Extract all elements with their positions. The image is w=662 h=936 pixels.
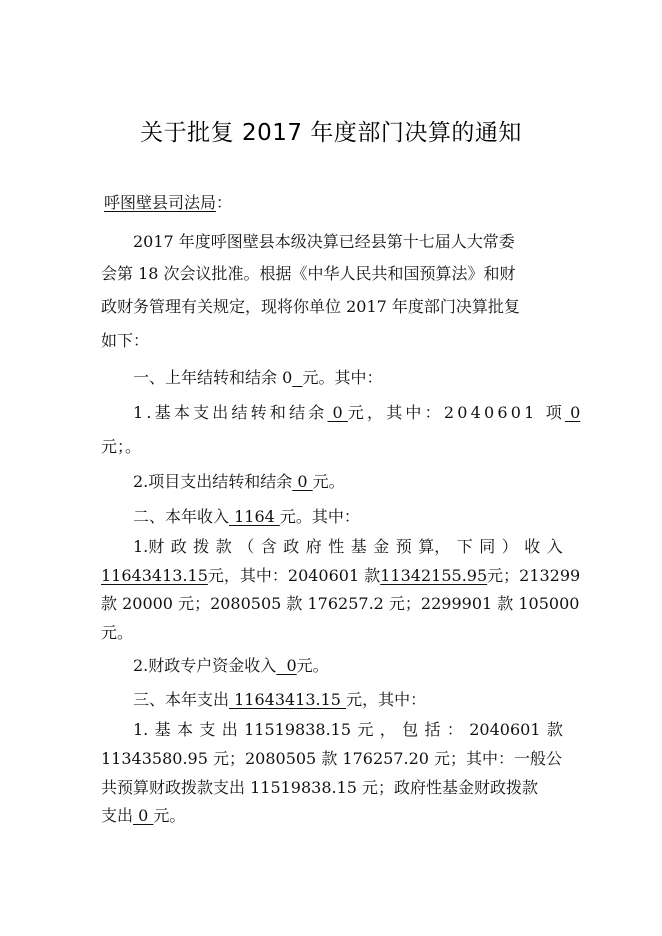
section-3-1-word: 本 (177, 720, 194, 739)
section-3-1-line-4 (101, 806, 563, 826)
section-2-1-line-2 (101, 566, 581, 586)
section-2-1-word: 算， (418, 537, 451, 556)
section-2-1-value-2040601: 11342155.95 (380, 566, 488, 585)
section-1-heading (133, 368, 563, 388)
section-2-1-word: 府 (305, 537, 322, 556)
section-2-1-word: 性 (328, 537, 345, 556)
section-1-1-value-1: 0 (327, 403, 348, 422)
section-3-1-word: 元 (357, 720, 374, 739)
section-2-tail: 元。其中： (279, 507, 360, 526)
section-2-1-word: ） (501, 537, 518, 556)
section-3-1-word: 出 (221, 720, 238, 739)
section-2-2-pre: 2.财政专户资金收入 (133, 656, 277, 675)
section-2-1-word: 基 (350, 537, 367, 556)
section-2-1-word: 政 (170, 537, 187, 556)
document-title: 关于批复 2017 年度部门决算的通知 (140, 120, 522, 146)
intro-line-3: 政财务管理有关规定，现将你单位 2017 年度部门决算批复 (101, 297, 520, 316)
section-2-value: 1164 (229, 507, 280, 526)
section-2-1-word: 入 (546, 537, 563, 556)
section-2-1-word: 同 (479, 537, 496, 556)
section-3-1-line-3: 共预算财政拨款支出 11519838.15 元；政府性基金财政拨款 (101, 778, 539, 797)
addressee-line (104, 193, 566, 213)
section-3-1-word: 括 (424, 720, 441, 739)
intro-line-1: 2017 年度呼图壁县本级决算已经县第十七届人大常委 (133, 232, 515, 251)
section-1-1-mid: 元，其中：2040601 项 (347, 403, 565, 422)
section-2-1-mid: 元，其中：2040601 款 (207, 566, 381, 585)
section-2-2-tail: 元。 (296, 656, 329, 675)
section-2-1-line-1 (133, 537, 563, 557)
section-2-1-word: 1.财 (133, 537, 165, 556)
section-2-1-word: 下 (456, 537, 473, 556)
section-3-pre: 三、本年支出 (133, 690, 230, 709)
section-2-2-line (133, 656, 563, 676)
section-3-1-word: 1. (133, 720, 149, 739)
section-3-heading (133, 690, 563, 710)
section-2-1-line-4: 元。 (101, 623, 134, 642)
section-2-1-tail: 元；213299 (487, 566, 581, 585)
section-2-1-word: 拨 (193, 537, 210, 556)
section-2-1-word: 含 (260, 537, 277, 556)
section-3-value: 11643413.15 (229, 690, 347, 709)
section-2-pre: 二、本年收入 (133, 507, 230, 526)
section-2-1-word: 政 (283, 537, 300, 556)
section-2-1-line-3: 款 20000 元；2080505 款 176257.2 元；2299901 款 105000 (101, 594, 580, 613)
section-3-1-word: ， (379, 720, 396, 739)
section-1-2-tail: 元。 (312, 472, 345, 491)
section-2-1-word: （ (238, 537, 255, 556)
section-1-1-pre: 1.基本支出结转和结余 (133, 403, 328, 422)
section-3-1-word: ： (446, 720, 463, 739)
section-1-2-value: 0 (292, 472, 313, 491)
section-3-1-line-1 (133, 720, 563, 740)
section-3-1-word: 基 (154, 720, 171, 739)
section-3-1-word: 2040601 (469, 720, 541, 739)
section-3-1-word: 11519838.15 (244, 720, 352, 739)
section-3-1-line-2: 11343580.95 元；2080505 款 176257.20 元；其中：一般公 (101, 749, 563, 768)
section-1-tail: 元。其中： (302, 368, 383, 387)
section-1-1-line-2: 元；。 (101, 437, 142, 456)
section-2-heading (133, 507, 563, 527)
addressee-colon: ： (216, 193, 233, 212)
section-1-1-value-2: 0 (564, 403, 581, 422)
section-3-1-line-4-tail: 元。 (153, 806, 186, 825)
section-1-label: 一、上年结转和结余 0 (133, 368, 293, 387)
section-3-1-word: 支 (199, 720, 216, 739)
section-3-1-line-4-pre: 支出 (101, 806, 134, 825)
section-1-2-line (133, 472, 563, 492)
section-3-1-word: 包 (402, 720, 419, 739)
section-2-2-value: 0 (276, 656, 297, 675)
section-3-tail: 元，其中： (346, 690, 427, 709)
section-3-1-line-4-value: 0 (133, 806, 154, 825)
section-1-1-line-1 (133, 403, 581, 423)
section-1-2-pre: 2.项目支出结转和结余 (133, 472, 293, 491)
section-2-1-total: 11643413.15 (101, 566, 208, 585)
section-2-1-word: 预 (395, 537, 412, 556)
section-2-1-word: 收 (524, 537, 541, 556)
intro-line-4: 如下： (101, 331, 150, 350)
section-1-blank (292, 368, 302, 387)
addressee-name: 呼图壁县司法局 (104, 193, 217, 212)
intro-line-2: 会第 18 次会议批准。根据《中华人民共和国预算法》和财 (101, 264, 516, 283)
section-2-1-word: 金 (373, 537, 390, 556)
section-2-1-word: 款 (215, 537, 232, 556)
section-3-1-word: 款 (546, 720, 563, 739)
